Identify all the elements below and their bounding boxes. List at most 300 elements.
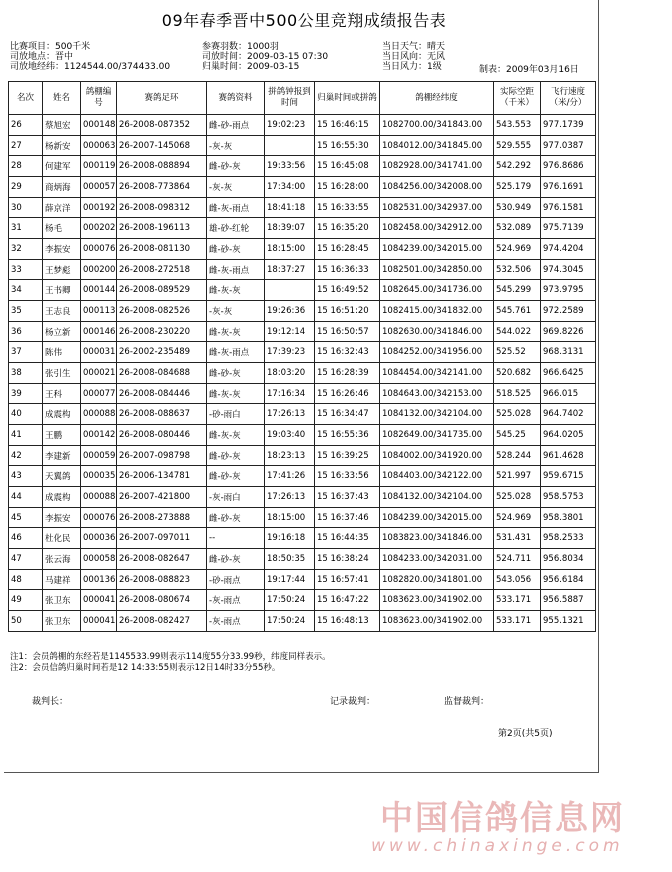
cell-ring: 26-2008-080674 xyxy=(117,590,207,611)
cell-rank: 36 xyxy=(9,321,43,342)
cell-bird-info: -灰-雨白 xyxy=(207,487,265,508)
cell-bird-info: -灰-灰 xyxy=(207,177,265,198)
cell-bird-info: 雌-灰-灰 xyxy=(207,425,265,446)
cell-loft-coords: 1082700.00/341843.00 xyxy=(380,115,494,136)
cell-name: 杨新安 xyxy=(43,135,81,156)
cell-name: 何建军 xyxy=(43,156,81,177)
cell-distance: 545.761 xyxy=(494,301,541,322)
cell-speed: 966.6425 xyxy=(541,363,596,384)
cell-return-time: 15 16:36:33 xyxy=(315,259,380,280)
cell-speed: 955.1321 xyxy=(541,611,596,632)
cell-rank: 49 xyxy=(9,590,43,611)
cell-loft-coords: 1084403.00/342122.00 xyxy=(380,466,494,487)
cell-loft-id: 000058 xyxy=(81,549,117,570)
cell-return-time: 15 16:39:25 xyxy=(315,445,380,466)
cell-name: 王科 xyxy=(43,383,81,404)
wind-force: 当日风力：1级 xyxy=(382,62,442,72)
cell-speed: 975.7139 xyxy=(541,218,596,239)
cell-loft-coords: 1084239.00/342015.00 xyxy=(380,239,494,260)
table-row xyxy=(9,363,596,384)
cell-rank: 42 xyxy=(9,445,43,466)
cell-ring: 26-2008-081130 xyxy=(117,239,207,260)
cell-clock-time: 17:50:24 xyxy=(265,611,315,632)
cell-clock-time: 18:15:00 xyxy=(265,507,315,528)
cell-distance: 544.022 xyxy=(494,321,541,342)
cell-bird-info: -砂-雨白 xyxy=(207,404,265,425)
table-row xyxy=(9,404,596,425)
cell-speed: 976.1581 xyxy=(541,197,596,218)
cell-return-time: 15 16:38:24 xyxy=(315,549,380,570)
table-row xyxy=(9,342,596,363)
watermark-logo-text: 中国信鸽信息网 xyxy=(380,798,625,837)
cell-speed: 958.3801 xyxy=(541,507,596,528)
header-loft-coords: 鸽棚经纬度 xyxy=(380,82,494,115)
cell-clock-time: 17:34:00 xyxy=(265,177,315,198)
cell-bird-info: 雌-灰-雨点 xyxy=(207,342,265,363)
cell-bird-info: 雌-砂-雨点 xyxy=(207,115,265,136)
cell-bird-info: 雌-灰-雨点 xyxy=(207,259,265,280)
cell-loft-coords: 1082630.00/341846.00 xyxy=(380,321,494,342)
cell-clock-time: 18:41:18 xyxy=(265,197,315,218)
cell-clock-time xyxy=(265,135,315,156)
cell-speed: 976.8686 xyxy=(541,156,596,177)
cell-rank: 48 xyxy=(9,569,43,590)
cell-loft-coords: 1084002.00/341920.00 xyxy=(380,445,494,466)
cell-return-time: 15 16:55:36 xyxy=(315,425,380,446)
cell-clock-time: 19:16:18 xyxy=(265,528,315,549)
cell-loft-coords: 1082820.00/341801.00 xyxy=(380,569,494,590)
cell-return-time: 15 16:46:15 xyxy=(315,115,380,136)
cell-return-time: 15 16:26:46 xyxy=(315,383,380,404)
cell-name: 王志良 xyxy=(43,301,81,322)
cell-return-time: 15 16:44:35 xyxy=(315,528,380,549)
header-ring: 赛鸽足环 xyxy=(117,82,207,115)
cell-return-time: 15 16:50:57 xyxy=(315,321,380,342)
cell-return-time: 15 16:45:08 xyxy=(315,156,380,177)
cell-name: 成震构 xyxy=(43,404,81,425)
cell-distance: 533.171 xyxy=(494,611,541,632)
cell-return-time: 15 16:49:52 xyxy=(315,280,380,301)
cell-speed: 956.8034 xyxy=(541,549,596,570)
cell-rank: 30 xyxy=(9,197,43,218)
cell-ring: 26-2007-098798 xyxy=(117,445,207,466)
cell-speed: 976.1691 xyxy=(541,177,596,198)
cell-bird-info: -灰-灰 xyxy=(207,301,265,322)
cell-distance: 525.028 xyxy=(494,487,541,508)
cell-bird-info: -灰-雨点 xyxy=(207,590,265,611)
cell-ring: 26-2008-773864 xyxy=(117,177,207,198)
cell-rank: 28 xyxy=(9,156,43,177)
cell-loft-id: 000036 xyxy=(81,528,117,549)
cell-clock-time: 19:26:36 xyxy=(265,301,315,322)
footnotes xyxy=(10,652,331,674)
cell-rank: 32 xyxy=(9,239,43,260)
cell-distance: 531.431 xyxy=(494,528,541,549)
cell-return-time: 15 16:28:00 xyxy=(315,177,380,198)
table-row xyxy=(9,259,596,280)
cell-clock-time: 17:39:23 xyxy=(265,342,315,363)
cell-bird-info: 雌-砂-灰 xyxy=(207,445,265,466)
cell-return-time: 15 16:37:43 xyxy=(315,487,380,508)
cell-rank: 37 xyxy=(9,342,43,363)
cell-distance: 542.292 xyxy=(494,156,541,177)
cell-name: 李建新 xyxy=(43,445,81,466)
cell-distance: 533.171 xyxy=(494,590,541,611)
cell-bird-info: 雌-灰-灰 xyxy=(207,280,265,301)
cell-return-time: 15 16:28:39 xyxy=(315,363,380,384)
cell-loft-id: 000059 xyxy=(81,445,117,466)
cell-name: 蔡旭宏 xyxy=(43,115,81,136)
cell-loft-id: 000200 xyxy=(81,259,117,280)
cell-speed: 961.4628 xyxy=(541,445,596,466)
cell-loft-coords: 1082458.00/342912.00 xyxy=(380,218,494,239)
cell-bird-info: 雌-砂-灰 xyxy=(207,156,265,177)
cell-clock-time xyxy=(265,280,315,301)
cell-clock-time: 17:26:13 xyxy=(265,404,315,425)
cell-speed: 958.2533 xyxy=(541,528,596,549)
cell-rank: 44 xyxy=(9,487,43,508)
results-body xyxy=(9,115,596,632)
cell-return-time: 15 16:28:45 xyxy=(315,239,380,260)
cell-clock-time: 17:16:34 xyxy=(265,383,315,404)
cell-loft-coords: 1084012.00/341845.00 xyxy=(380,135,494,156)
cell-name: 王鹏 xyxy=(43,425,81,446)
weather-info xyxy=(382,42,445,72)
wind-direction: 当日风向：无风 xyxy=(382,52,446,62)
cell-loft-coords: 1082415.00/341832.00 xyxy=(380,301,494,322)
cell-loft-coords: 1084252.00/341956.00 xyxy=(380,342,494,363)
cell-rank: 35 xyxy=(9,301,43,322)
cell-return-time: 15 16:51:20 xyxy=(315,301,380,322)
cell-distance: 524.969 xyxy=(494,507,541,528)
cell-name: 李振安 xyxy=(43,239,81,260)
cell-loft-id: 000041 xyxy=(81,611,117,632)
table-row xyxy=(9,383,596,404)
cell-rank: 41 xyxy=(9,425,43,446)
cell-clock-time: 18:15:00 xyxy=(265,239,315,260)
cell-ring: 26-2008-084446 xyxy=(117,383,207,404)
cell-loft-coords: 1084239.00/342015.00 xyxy=(380,507,494,528)
cell-name: 马建祥 xyxy=(43,569,81,590)
cell-bird-info: 雌-砂-灰 xyxy=(207,363,265,384)
page-number: 第2页(共5页) xyxy=(498,729,553,739)
cell-distance: 525.52 xyxy=(494,342,541,363)
cell-bird-info: 雌-砂-灰 xyxy=(207,549,265,570)
cell-loft-id: 000136 xyxy=(81,569,117,590)
cell-rank: 27 xyxy=(9,135,43,156)
cell-name: 张云海 xyxy=(43,549,81,570)
table-row xyxy=(9,280,596,301)
cell-loft-id: 000088 xyxy=(81,487,117,508)
cell-bird-info: 雌-砂-灰 xyxy=(207,507,265,528)
cell-speed: 973.9795 xyxy=(541,280,596,301)
cell-name: 薛京洋 xyxy=(43,197,81,218)
cell-bird-info: 雌-砂-灰 xyxy=(207,466,265,487)
cell-distance: 545.299 xyxy=(494,280,541,301)
cell-clock-time: 18:39:07 xyxy=(265,218,315,239)
race-item: 比赛项目：500千米 xyxy=(10,42,91,52)
table-row xyxy=(9,528,596,549)
cell-speed: 956.5887 xyxy=(541,590,596,611)
cell-loft-coords: 1084643.00/342153.00 xyxy=(380,383,494,404)
table-row xyxy=(9,218,596,239)
cell-ring: 26-2008-230220 xyxy=(117,321,207,342)
cell-ring: 26-2008-082647 xyxy=(117,549,207,570)
cell-ring: 26-2008-273888 xyxy=(117,507,207,528)
release-coordinates: 司放地经纬：1124544.00/374433.00 xyxy=(10,62,171,72)
cell-ring: 26-2008-088894 xyxy=(117,156,207,177)
cell-loft-id: 000088 xyxy=(81,404,117,425)
cell-clock-time: 18:50:35 xyxy=(265,549,315,570)
cell-loft-id: 000063 xyxy=(81,135,117,156)
cell-name: 成震构 xyxy=(43,487,81,508)
cell-speed: 964.0205 xyxy=(541,425,596,446)
cell-loft-id: 000057 xyxy=(81,177,117,198)
table-row xyxy=(9,321,596,342)
race-info-left xyxy=(10,42,170,72)
header-name: 姓名 xyxy=(43,82,81,115)
cell-return-time: 15 16:35:20 xyxy=(315,218,380,239)
cell-distance: 532.506 xyxy=(494,259,541,280)
header-return-time: 归巢时间或拼鸽 xyxy=(315,82,380,115)
cell-loft-coords: 1084454.00/342141.00 xyxy=(380,363,494,384)
cell-loft-id: 000031 xyxy=(81,342,117,363)
cell-clock-time: 17:50:24 xyxy=(265,590,315,611)
cell-clock-time: 18:37:27 xyxy=(265,259,315,280)
cell-loft-coords: 1082531.00/342937.00 xyxy=(380,197,494,218)
cell-ring: 26-2008-088637 xyxy=(117,404,207,425)
cell-ring: 26-2008-098312 xyxy=(117,197,207,218)
cell-distance: 525.028 xyxy=(494,404,541,425)
cell-distance: 543.056 xyxy=(494,569,541,590)
cell-loft-id: 000202 xyxy=(81,218,117,239)
chief-referee-label: 裁判长： xyxy=(32,697,69,707)
watermark-url: www.chinaxinge.com xyxy=(371,836,624,856)
cell-ring: 26-2008-084688 xyxy=(117,363,207,384)
cell-bird-info: -- xyxy=(207,528,265,549)
cell-bird-info: 雌-灰-雨点 xyxy=(207,197,265,218)
cell-bird-info: 雌-灰-灰 xyxy=(207,321,265,342)
cell-clock-time: 19:33:56 xyxy=(265,156,315,177)
cell-distance: 545.25 xyxy=(494,425,541,446)
cell-rank: 43 xyxy=(9,466,43,487)
cell-bird-info: -砂-雨点 xyxy=(207,569,265,590)
cell-loft-id: 000142 xyxy=(81,425,117,446)
cell-ring: 26-2008-196113 xyxy=(117,218,207,239)
cell-speed: 959.6715 xyxy=(541,466,596,487)
table-row xyxy=(9,569,596,590)
cell-speed: 974.4204 xyxy=(541,239,596,260)
cell-distance: 520.682 xyxy=(494,363,541,384)
table-row xyxy=(9,239,596,260)
cell-ring: 26-2007-145068 xyxy=(117,135,207,156)
cell-rank: 29 xyxy=(9,177,43,198)
cell-clock-time: 17:26:13 xyxy=(265,487,315,508)
race-info-mid xyxy=(202,42,328,72)
release-location: 司放地点：晋中 xyxy=(10,52,74,62)
cell-name: 杨毛 xyxy=(43,218,81,239)
record-referee-label: 记录裁判： xyxy=(330,697,376,707)
cell-distance: 518.525 xyxy=(494,383,541,404)
cell-loft-coords: 1084233.00/342031.00 xyxy=(380,549,494,570)
header-rank: 名次 xyxy=(9,82,43,115)
cell-bird-info: 雌-砂-灰 xyxy=(207,239,265,260)
cell-rank: 39 xyxy=(9,383,43,404)
cell-distance: 525.179 xyxy=(494,177,541,198)
table-row xyxy=(9,611,596,632)
header-distance: 实际空距（千米） xyxy=(494,82,541,115)
cell-name: 张卫东 xyxy=(43,611,81,632)
footnote-1: 注1：会员鸽棚的东经若是1145533.99则表示114度55分33.99秒，纬度同样表示。 xyxy=(10,652,331,662)
cell-loft-coords: 1083623.00/341902.00 xyxy=(380,611,494,632)
cell-name: 杨立新 xyxy=(43,321,81,342)
cell-loft-coords: 1083823.00/341846.00 xyxy=(380,528,494,549)
cell-loft-id: 000021 xyxy=(81,363,117,384)
cell-distance: 521.997 xyxy=(494,466,541,487)
release-time: 司放时间：2009-03-15 07:30 xyxy=(202,52,329,62)
cell-distance: 529.555 xyxy=(494,135,541,156)
cell-rank: 45 xyxy=(9,507,43,528)
cell-clock-time: 18:03:20 xyxy=(265,363,315,384)
cell-rank: 26 xyxy=(9,115,43,136)
cell-return-time: 15 16:37:46 xyxy=(315,507,380,528)
cell-loft-coords: 1084132.00/342104.00 xyxy=(380,404,494,425)
cell-ring: 26-2008-089529 xyxy=(117,280,207,301)
cell-return-time: 15 16:34:47 xyxy=(315,404,380,425)
cell-loft-id: 000146 xyxy=(81,321,117,342)
weather: 当日天气：晴天 xyxy=(382,42,446,52)
cell-speed: 972.2589 xyxy=(541,301,596,322)
cell-speed: 977.0387 xyxy=(541,135,596,156)
cell-speed: 969.8226 xyxy=(541,321,596,342)
cell-distance: 528.244 xyxy=(494,445,541,466)
cell-return-time: 15 16:57:41 xyxy=(315,569,380,590)
cell-rank: 38 xyxy=(9,363,43,384)
cell-name: 王书卿 xyxy=(43,280,81,301)
cell-ring: 26-2008-082526 xyxy=(117,301,207,322)
table-row xyxy=(9,301,596,322)
cell-loft-id: 000077 xyxy=(81,383,117,404)
cell-ring: 26-2007-421800 xyxy=(117,487,207,508)
cell-ring: 26-2008-082427 xyxy=(117,611,207,632)
cell-ring: 26-2008-080446 xyxy=(117,425,207,446)
cell-name: 张引生 xyxy=(43,363,81,384)
cell-speed: 956.6184 xyxy=(541,569,596,590)
cell-bird-info: -灰-雨点 xyxy=(207,611,265,632)
cell-rank: 34 xyxy=(9,280,43,301)
cell-distance: 524.711 xyxy=(494,549,541,570)
cell-rank: 46 xyxy=(9,528,43,549)
cell-loft-id: 000076 xyxy=(81,239,117,260)
cell-name: 李振安 xyxy=(43,507,81,528)
cell-bird-info: 雌-灰-灰 xyxy=(207,383,265,404)
cell-distance: 524.969 xyxy=(494,239,541,260)
results-table xyxy=(8,81,596,632)
table-row xyxy=(9,135,596,156)
cell-speed: 968.3131 xyxy=(541,342,596,363)
cell-clock-time: 19:17:44 xyxy=(265,569,315,590)
cell-rank: 47 xyxy=(9,549,43,570)
cell-name: 商炳海 xyxy=(43,177,81,198)
cell-ring: 26-2008-272518 xyxy=(117,259,207,280)
cell-return-time: 15 16:33:56 xyxy=(315,466,380,487)
cell-ring: 26-2008-087352 xyxy=(117,115,207,136)
cell-clock-time: 18:23:13 xyxy=(265,445,315,466)
cell-clock-time: 17:41:26 xyxy=(265,466,315,487)
entry-count: 参赛羽数：1000羽 xyxy=(202,42,279,52)
cell-ring: 26-2008-088823 xyxy=(117,569,207,590)
cell-distance: 532.089 xyxy=(494,218,541,239)
cell-loft-coords: 1082645.00/341736.00 xyxy=(380,280,494,301)
cell-loft-coords: 1083623.00/341902.00 xyxy=(380,590,494,611)
cell-distance: 543.553 xyxy=(494,115,541,136)
header-bird-info: 赛鸽资料 xyxy=(207,82,265,115)
cell-loft-coords: 1084256.00/342008.00 xyxy=(380,177,494,198)
table-row xyxy=(9,156,596,177)
table-row xyxy=(9,487,596,508)
cell-clock-time: 19:02:23 xyxy=(265,115,315,136)
header-loft-id: 鸽棚编号 xyxy=(81,82,117,115)
cell-name: 天翼鸽 xyxy=(43,466,81,487)
table-row xyxy=(9,549,596,570)
table-row xyxy=(9,197,596,218)
cell-speed: 964.7402 xyxy=(541,404,596,425)
cell-name: 张卫东 xyxy=(43,590,81,611)
report-title: 09年春季晋中500公里竞翔成绩报告表 xyxy=(161,11,447,30)
table-made-date: 制表：2009年03月16日 xyxy=(479,65,579,75)
cell-clock-time: 19:03:40 xyxy=(265,425,315,446)
cell-loft-id: 000119 xyxy=(81,156,117,177)
table-row xyxy=(9,590,596,611)
table-row xyxy=(9,466,596,487)
cell-speed: 974.3045 xyxy=(541,259,596,280)
cell-return-time: 15 16:55:30 xyxy=(315,135,380,156)
cell-name: 陈伟 xyxy=(43,342,81,363)
cell-return-time: 15 16:33:55 xyxy=(315,197,380,218)
cell-clock-time: 19:12:14 xyxy=(265,321,315,342)
cell-rank: 50 xyxy=(9,611,43,632)
cell-bird-info: 雄-砂-红轮 xyxy=(207,218,265,239)
cell-name: 王梦彪 xyxy=(43,259,81,280)
cell-loft-id: 000144 xyxy=(81,280,117,301)
table-row xyxy=(9,445,596,466)
supervising-referee-label: 监督裁判： xyxy=(444,697,490,707)
cell-loft-id: 000192 xyxy=(81,197,117,218)
cell-return-time: 15 16:48:13 xyxy=(315,611,380,632)
cell-loft-id: 000035 xyxy=(81,466,117,487)
cell-loft-id: 000076 xyxy=(81,507,117,528)
header-speed: 飞行速度（米/分） xyxy=(541,82,596,115)
cell-loft-id: 000148 xyxy=(81,115,117,136)
cell-loft-coords: 1082928.00/341741.00 xyxy=(380,156,494,177)
return-date: 归巢时间：2009-03-15 xyxy=(202,62,300,72)
cell-ring: 26-2007-097011 xyxy=(117,528,207,549)
cell-distance: 530.949 xyxy=(494,197,541,218)
header-clock-time: 拼鸽钟报到时间 xyxy=(265,82,315,115)
cell-loft-id: 000113 xyxy=(81,301,117,322)
cell-speed: 977.1739 xyxy=(541,115,596,136)
cell-speed: 966.015 xyxy=(541,383,596,404)
table-row xyxy=(9,115,596,136)
cell-rank: 31 xyxy=(9,218,43,239)
cell-rank: 40 xyxy=(9,404,43,425)
footnote-2: 注2：会员信鸽归巢时间若是12 14:33:55则表示12日14时33分55秒。 xyxy=(10,663,281,673)
cell-ring: 26-2002-235489 xyxy=(117,342,207,363)
cell-return-time: 15 16:32:43 xyxy=(315,342,380,363)
report-sheet xyxy=(4,0,599,773)
cell-rank: 33 xyxy=(9,259,43,280)
table-row xyxy=(9,507,596,528)
